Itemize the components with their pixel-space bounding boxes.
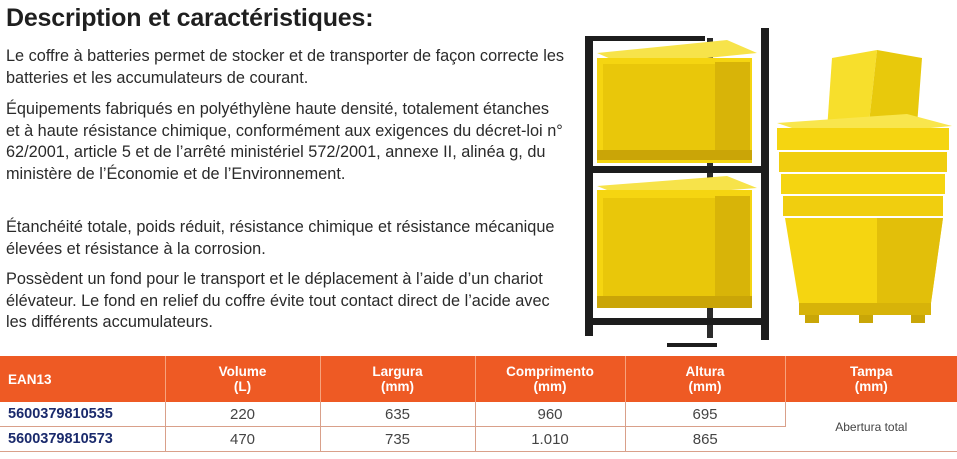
description-paragraph: Possèdent un fond pour le transport et le déplacement à l’aide d’un chariot élévateur. Le fond en relief du coffre évite tout contact direct de l’acide avec les différents accumulateurs. xyxy=(6,270,550,331)
table-header-row xyxy=(0,356,957,402)
product-photo xyxy=(577,18,957,353)
description-paragraph: Étanchéité totale, poids réduit, résistance chimique et résistance mécanique élevées et résistance à la corrosion. xyxy=(6,218,555,258)
column-header-comprimento: Comprimento (mm) xyxy=(475,356,625,402)
largura-cell: 635 xyxy=(320,402,475,427)
ean-cell: 5600379810535 xyxy=(0,402,165,427)
table-row xyxy=(0,402,957,427)
tampa-cell: Abertura total xyxy=(785,402,957,452)
column-header-ean13: EAN13 xyxy=(0,356,165,402)
altura-cell: 865 xyxy=(625,427,785,452)
ean-cell: 5600379810573 xyxy=(0,427,165,452)
comprimento-cell: 960 xyxy=(475,402,625,427)
nested-battery-boxes-image xyxy=(777,50,952,323)
altura-cell: 695 xyxy=(625,402,785,427)
product-spec-table xyxy=(0,356,957,452)
description-paragraph: Le coffre à batteries permet de stocker et de transporter de façon correcte les batteries et les accumulateurs de courant. xyxy=(6,47,565,87)
volume-cell: 470 xyxy=(165,427,320,452)
description-paragraph: Équipements fabriqués en polyéthylène haute densité, totalement étanches et à haute résistance chimique, conformément aux exigences du décret-loi n° 62/2001, article 5 et de l’arrêté ministériel 572/2001, annexe II, alinéa g, du ministère de l’Économie et de l’Environnement. xyxy=(6,100,563,183)
page-title: Description et caractéristiques: xyxy=(6,4,374,32)
stacked-battery-boxes-image xyxy=(585,28,769,347)
column-header-largura: Largura (mm) xyxy=(320,356,475,402)
largura-cell: 735 xyxy=(320,427,475,452)
comprimento-cell: 1.010 xyxy=(475,427,625,452)
column-header-altura: Altura (mm) xyxy=(625,356,785,402)
column-header-volume: Volume (L) xyxy=(165,356,320,402)
column-header-tampa: Tampa (mm) xyxy=(785,356,957,402)
volume-cell: 220 xyxy=(165,402,320,427)
